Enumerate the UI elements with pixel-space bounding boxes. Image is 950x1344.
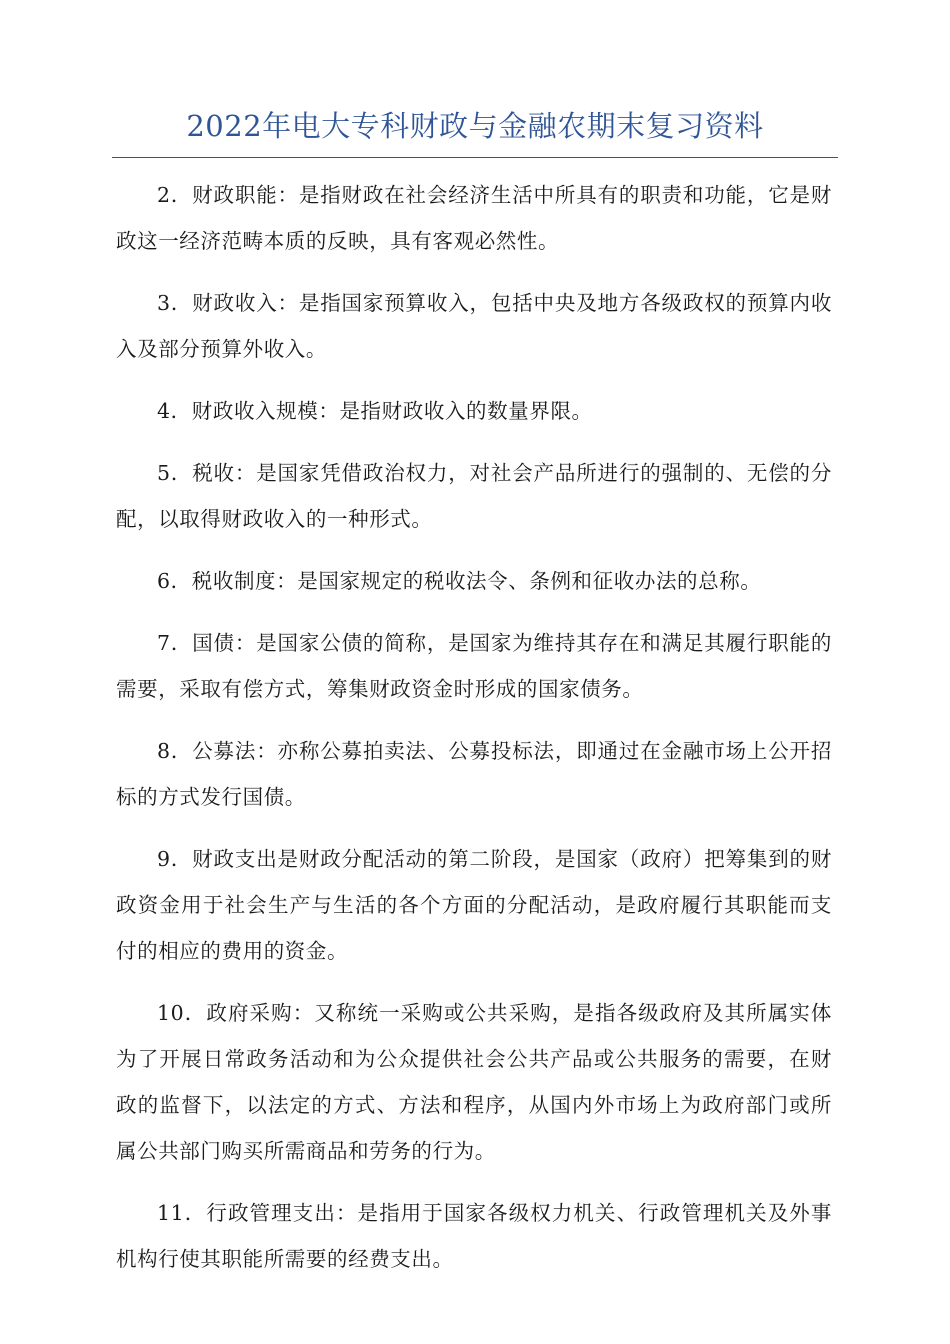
paragraph-8: 8．公募法：亦称公募拍卖法、公募投标法，即通过在金融市场上公开招标的方式发行国债。 [116,739,832,809]
paragraph-4: 4．财政收入规模：是指财政收入的数量界限。 [157,399,593,423]
paragraph-6: 6．税收制度：是国家规定的税收法令、条例和征收办法的总称。 [157,569,762,593]
page-title: 2022年电大专科财政与金融农期末复习资料 [186,109,764,143]
document-body [116,172,832,1298]
paragraph-7: 7．国债：是国家公债的简称，是国家为维持其存在和满足其履行职能的需要，采取有偿方式，筹集财政资金时形成的国家债务。 [116,631,832,701]
title-divider [112,157,838,158]
paragraph-9: 9．财政支出是财政分配活动的第二阶段，是国家（政府）把筹集到的财政资金用于社会生产与生活的各个方面的分配活动，是政府履行其职能而支付的相应的费用的资金。 [116,847,832,963]
paragraph-5: 5．税收：是国家凭借政治权力，对社会产品所进行的强制的、无偿的分配，以取得财政收入的一种形式。 [116,461,832,531]
paragraph-2: 2．财政职能：是指财政在社会经济生活中所具有的职责和功能，它是财政这一经济范畴本质的反映，具有客观必然性。 [116,183,832,253]
paragraph-11: 11．行政管理支出：是指用于国家各级权力机关、行政管理机关及外事机构行使其职能所需要的经费支出。 [116,1201,832,1271]
paragraph-3: 3．财政收入：是指国家预算收入，包括中央及地方各级政权的预算内收入及部分预算外收入。 [116,291,832,361]
paragraph-10: 10．政府采购：又称统一采购或公共采购，是指各级政府及其所属实体为了开展日常政务活动和为公众提供社会公共产品或公共服务的需要，在财政的监督下，以法定的方式、方法和程序，从国内外市场上为政府部门或所属公共部门购买所需商品和劳务的行为。 [116,1001,832,1163]
